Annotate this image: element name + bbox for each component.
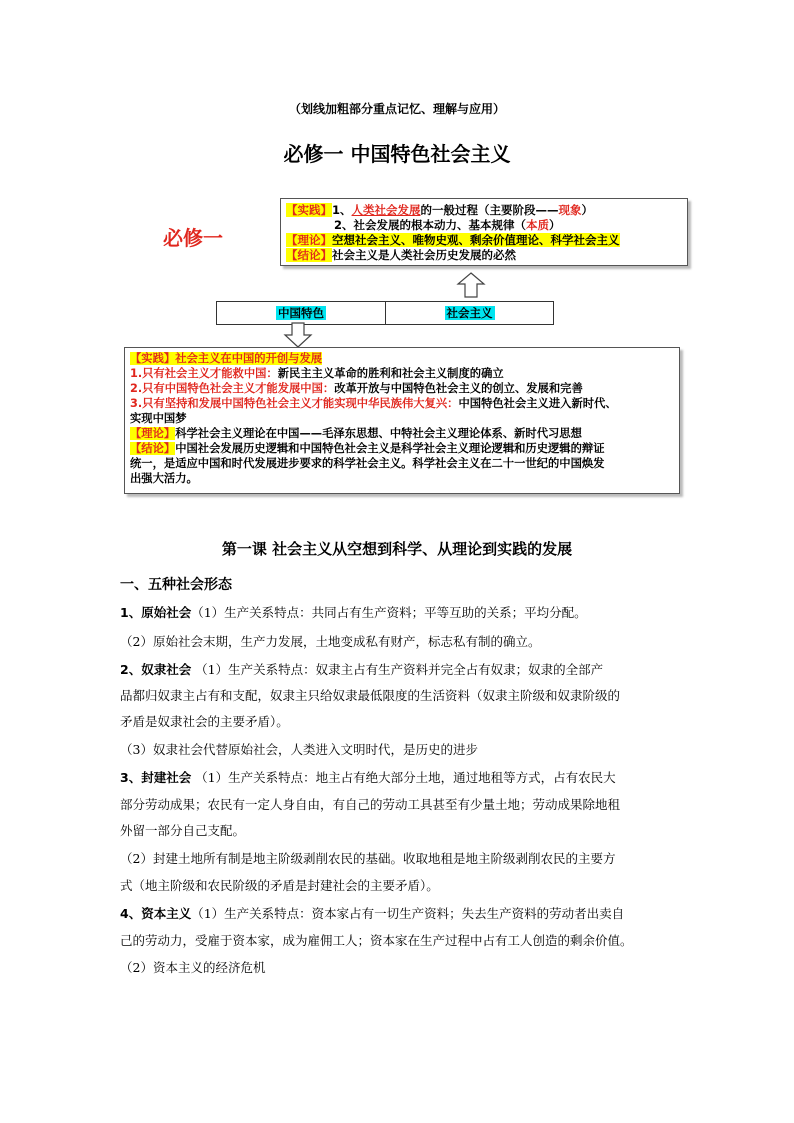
para-primitive-2-text: （2）原始社会末期，生产力发展，土地变成私有财产，标志私有制的确立。 [120, 634, 541, 649]
arrow-down-icon [283, 322, 313, 348]
para-feudal-2-text: （2）封建土地所有制是地主阶级剥削农民的基础。收取地租是地主阶级剥削农民的主要方 [120, 851, 616, 866]
para-slave-1b-text: 品都归奴隶主占有和支配，奴隶主只给奴隶最低限度的生活资料（奴隶主阶级和奴隶阶级的 [120, 688, 621, 703]
para-primitive-text: （1）生产关系特点：共同占有生产资料；平等互助的关系；平均分配。 [191, 605, 587, 620]
box1-l1-red2: 现象 [558, 203, 582, 217]
box2-l2-red: 1.只有社会主义才能救中国： [130, 367, 278, 380]
summary-box-bottom [124, 347, 680, 494]
box2-l3-red: 2.只有中国特色社会主义才能发展中国： [130, 382, 335, 395]
para-capital-1 [120, 904, 624, 922]
concept-left [217, 302, 386, 324]
concept-left-label: 中国特色 [278, 306, 324, 320]
para-primitive-head: 1、原始社会 [120, 605, 192, 620]
para-feudal-2 [120, 849, 615, 867]
box1-line-3 [286, 233, 620, 248]
box2-l2-text: 新民主主义革命的胜利和社会主义制度的确立 [277, 367, 504, 380]
box2-line-8 [130, 456, 604, 471]
concept-right-label: 社会主义 [446, 306, 493, 320]
para-feudal-2b [120, 876, 439, 894]
section-title: 一、五种社会形态 [120, 577, 232, 593]
para-capital-head: 4、资本主义 [120, 906, 192, 921]
box1-line-4 [286, 248, 516, 263]
practice-tag: 【实践】 [286, 203, 332, 217]
box2-l3-text: 改革开放与中国特色社会主义的创立、发展和完善 [334, 382, 583, 395]
conclusion-tag-2: 【结论】 [130, 442, 176, 455]
para-feudal-1b [120, 795, 620, 813]
header-note: （划线加粗部分重点记忆、理解与应用） [288, 102, 505, 116]
concept-right [386, 302, 553, 324]
arrow-up-icon [456, 272, 486, 298]
para-capital-2-text: （2）资本主义的经济危机 [120, 960, 266, 975]
para-slave-text: （1）生产关系特点：奴隶主占有生产资料并完全占有奴隶；奴隶的全部产 [191, 662, 604, 677]
box2-l5-text: 实现中国梦 [130, 412, 187, 425]
para-capital-2 [120, 958, 265, 976]
para-feudal-1 [120, 768, 616, 786]
box1-l2-red: 本质 [526, 218, 549, 232]
concept-row [216, 301, 554, 325]
box2-line-2 [130, 366, 504, 381]
box1-l2-end: ） [549, 218, 561, 232]
box2-line-5 [130, 411, 187, 426]
para-primitive-2 [120, 632, 540, 650]
para-capital-text: （1）生产关系特点：资本家占有一切生产资料；失去生产资料的劳动者出卖自 [191, 906, 625, 921]
box1-l1-end: ） [581, 203, 594, 217]
para-capital-1b-text: 己的劳动力，受雇于资本家，成为雇佣工人；资本家在生产过程中占有工人创造的剩余价值。 [120, 933, 633, 948]
para-feudal-text: （1）生产关系特点：地主占有绝大部分土地，通过地租等方式，占有农民大 [191, 770, 616, 785]
lesson-title: 第一课 社会主义从空想到科学、从理论到实践的发展 [221, 540, 573, 558]
para-slave-1 [120, 660, 603, 678]
box1-line-1 [286, 203, 593, 218]
box2-line-3 [130, 381, 583, 396]
para-feudal-1b-text: 部分劳动成果；农民有一定人身自由，有自己的劳动工具甚至有少量土地；劳动成果除地租 [120, 797, 621, 812]
para-primitive-1 [120, 603, 587, 621]
box2-line-7 [130, 441, 605, 456]
para-capital-1b [120, 931, 633, 949]
para-slave-3 [120, 740, 478, 758]
theory-tag-2: 【理论】 [130, 427, 176, 440]
box1-l3-text: 空想社会主义、唯物史观、剩余价值理论、科学社会主义 [332, 233, 620, 247]
box2-l1-text: 社会主义在中国的开创与发展 [175, 352, 323, 365]
theory-tag: 【理论】 [286, 233, 332, 247]
box2-line-1 [130, 351, 322, 366]
practice-tag-2: 【实践】 [130, 352, 176, 365]
para-feudal-2b-text: 式（地主阶级和农民阶级的矛盾是封建社会的主要矛盾）。 [120, 878, 439, 893]
para-slave-1b [120, 686, 620, 704]
box1-l1-num: 1、 [332, 203, 352, 217]
page-title: 必修一 中国特色社会主义 [283, 142, 511, 166]
box1-l4-text: 社会主义是人类社会历史发展的必然 [332, 248, 516, 262]
para-slave-head: 2、奴隶社会 [120, 662, 192, 677]
box2-line-6 [130, 426, 582, 441]
box2-l4-text: 中国特色社会主义进入新时代、 [458, 397, 617, 410]
box2-line-9 [130, 471, 198, 486]
para-feudal-1c-text: 外留一部分自己支配。 [120, 823, 246, 838]
box2-l8-text: 统一，是适应中国和时代发展进步要求的科学社会主义。科学社会主义在二十一世纪的中国焕发 [130, 457, 605, 470]
box1-line-2 [334, 218, 561, 233]
summary-box-top [280, 198, 688, 266]
para-feudal-1c [120, 821, 245, 839]
box2-l6-text: 科学社会主义理论在中国——毛泽东思想、中特社会主义理论体系、新时代习思想 [175, 427, 582, 440]
box2-line-4 [130, 396, 617, 411]
para-slave-1c [120, 712, 289, 730]
box1-l2-main: 2、社会发展的根本动力、基本规律（ [334, 218, 526, 232]
para-feudal-head: 3、封建社会 [120, 770, 192, 785]
para-slave-1c-text: 矛盾是奴隶社会的主要矛盾）。 [120, 714, 289, 729]
box2-l9-text: 出强大活力。 [130, 472, 198, 485]
box2-l4-red: 3.只有坚持和发展中国特色社会主义才能实现中华民族伟大复兴： [130, 397, 459, 410]
box1-l1-mid: 的一般过程（主要阶段—— [420, 203, 559, 217]
box1-l1-red: 人类社会发展 [351, 203, 421, 217]
conclusion-tag: 【结论】 [286, 248, 332, 262]
side-title: 必修一 [163, 226, 223, 250]
para-slave-3-text: （3）奴隶社会代替原始社会，人类进入文明时代，是历史的进步 [120, 742, 478, 757]
box2-l7-text: 中国社会发展历史逻辑和中国特色社会主义是科学社会主义理论逻辑和历史逻辑的辩证 [175, 442, 605, 455]
